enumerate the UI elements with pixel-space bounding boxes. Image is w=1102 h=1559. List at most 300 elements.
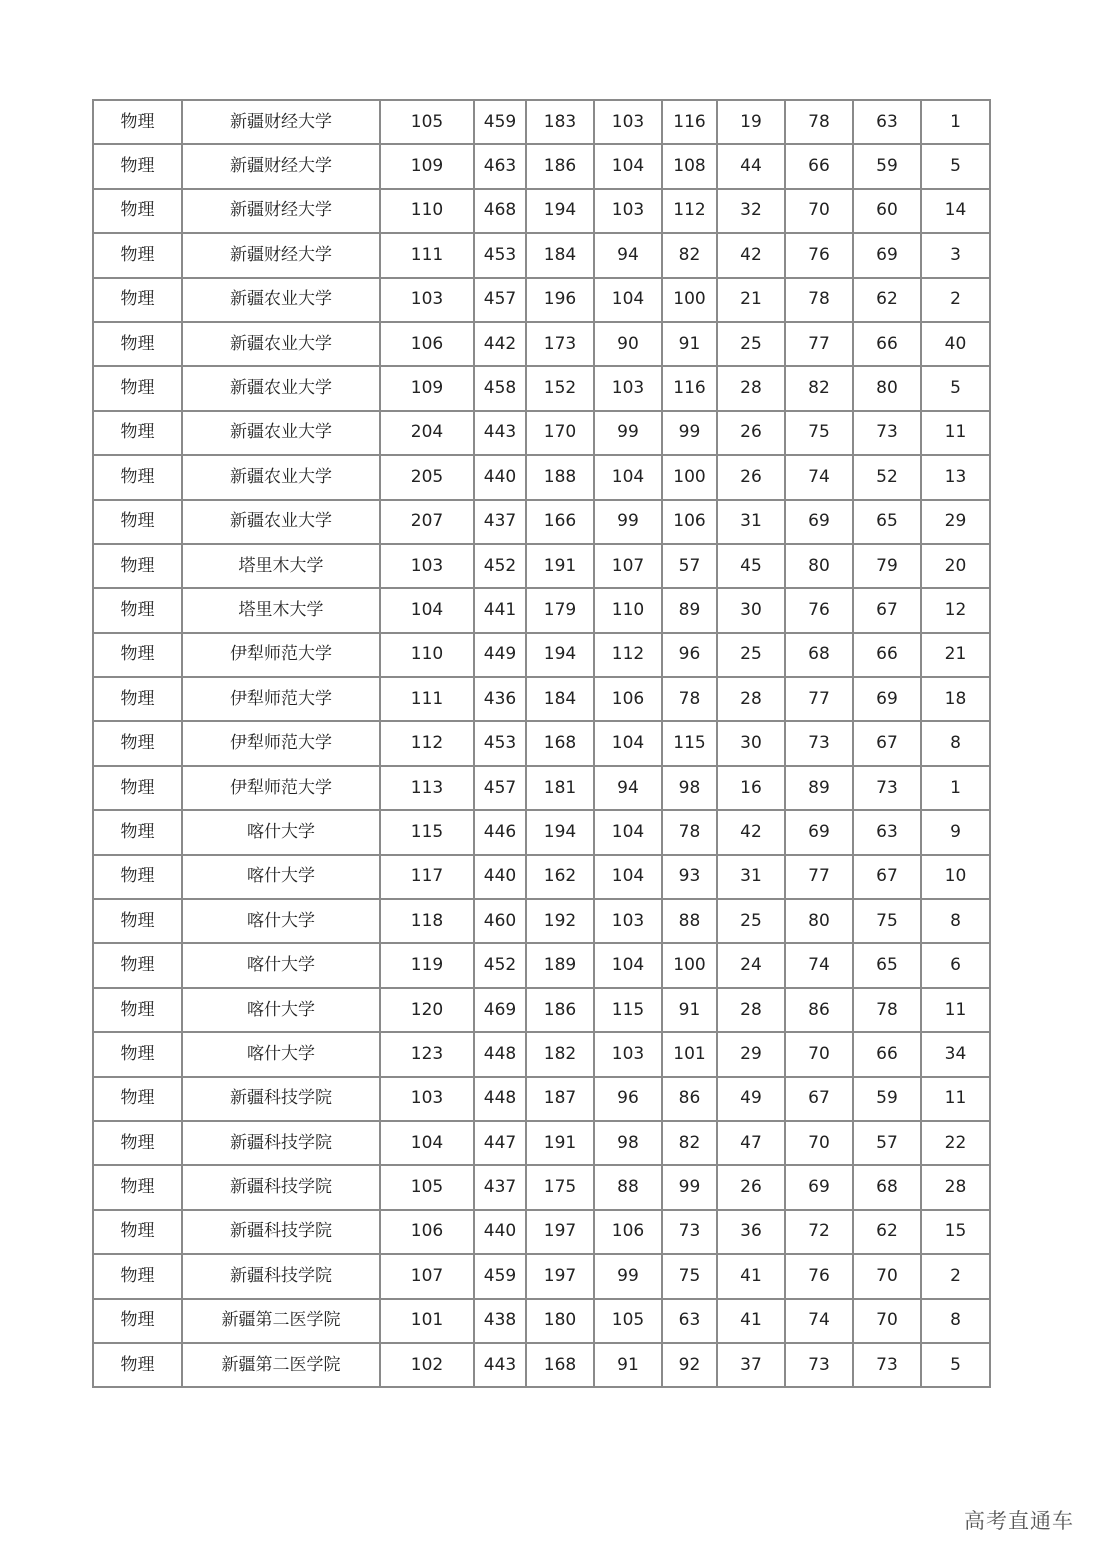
- cell-subject: 物理: [93, 810, 182, 854]
- cell-min-score: 468: [474, 189, 526, 233]
- cell-elective-3: 73: [853, 1343, 921, 1387]
- table-row: [93, 855, 990, 899]
- cell-math: 103: [594, 366, 662, 410]
- cell-elective-2: 89: [785, 766, 853, 810]
- cell-major-group: 207: [380, 500, 474, 544]
- cell-school: 伊犁师范大学: [182, 766, 380, 810]
- cell-chinese: 173: [526, 322, 594, 366]
- cell-elective-1: 37: [717, 1343, 785, 1387]
- cell-chinese: 181: [526, 766, 594, 810]
- cell-math: 115: [594, 988, 662, 1032]
- cell-elective-1: 30: [717, 588, 785, 632]
- cell-major-group: 104: [380, 588, 474, 632]
- cell-min-score: 457: [474, 278, 526, 322]
- cell-rank: 21: [921, 633, 990, 677]
- cell-min-score: 443: [474, 1343, 526, 1387]
- cell-min-score: 449: [474, 633, 526, 677]
- table-row: [93, 988, 990, 1032]
- cell-school: 新疆农业大学: [182, 411, 380, 455]
- cell-elective-1: 41: [717, 1299, 785, 1343]
- cell-subject: 物理: [93, 766, 182, 810]
- cell-elective-3: 73: [853, 766, 921, 810]
- cell-elective-2: 70: [785, 189, 853, 233]
- cell-foreign: 99: [662, 1165, 717, 1209]
- cell-elective-3: 57: [853, 1121, 921, 1165]
- cell-elective-3: 60: [853, 189, 921, 233]
- cell-elective-1: 49: [717, 1077, 785, 1121]
- cell-elective-2: 80: [785, 899, 853, 943]
- cell-chinese: 192: [526, 899, 594, 943]
- cell-major-group: 117: [380, 855, 474, 899]
- cell-foreign: 82: [662, 1121, 717, 1165]
- cell-min-score: 452: [474, 943, 526, 987]
- cell-rank: 5: [921, 144, 990, 188]
- table-row: [93, 588, 990, 632]
- table-row: [93, 1077, 990, 1121]
- cell-math: 94: [594, 233, 662, 277]
- cell-rank: 10: [921, 855, 990, 899]
- cell-chinese: 179: [526, 588, 594, 632]
- cell-elective-3: 70: [853, 1254, 921, 1298]
- cell-min-score: 438: [474, 1299, 526, 1343]
- cell-chinese: 162: [526, 855, 594, 899]
- cell-school: 新疆财经大学: [182, 189, 380, 233]
- cell-chinese: 183: [526, 100, 594, 144]
- cell-elective-2: 66: [785, 144, 853, 188]
- cell-chinese: 152: [526, 366, 594, 410]
- cell-subject: 物理: [93, 1032, 182, 1076]
- cell-elective-1: 28: [717, 677, 785, 721]
- cell-elective-1: 42: [717, 810, 785, 854]
- cell-subject: 物理: [93, 544, 182, 588]
- cell-elective-1: 26: [717, 1165, 785, 1209]
- cell-elective-1: 41: [717, 1254, 785, 1298]
- watermark-text: 高考直通车: [964, 1509, 1074, 1533]
- cell-subject: 物理: [93, 322, 182, 366]
- cell-math: 103: [594, 100, 662, 144]
- cell-elective-3: 65: [853, 943, 921, 987]
- cell-school: 新疆科技学院: [182, 1121, 380, 1165]
- cell-math: 94: [594, 766, 662, 810]
- cell-school: 塔里木大学: [182, 544, 380, 588]
- cell-foreign: 96: [662, 633, 717, 677]
- cell-chinese: 197: [526, 1254, 594, 1298]
- cell-major-group: 103: [380, 544, 474, 588]
- cell-foreign: 91: [662, 322, 717, 366]
- cell-school: 喀什大学: [182, 1032, 380, 1076]
- table-row: [93, 144, 990, 188]
- cell-math: 106: [594, 677, 662, 721]
- cell-major-group: 101: [380, 1299, 474, 1343]
- cell-foreign: 73: [662, 1210, 717, 1254]
- cell-major-group: 109: [380, 366, 474, 410]
- cell-foreign: 88: [662, 899, 717, 943]
- cell-elective-1: 25: [717, 322, 785, 366]
- cell-math: 103: [594, 899, 662, 943]
- cell-chinese: 191: [526, 544, 594, 588]
- cell-school: 新疆农业大学: [182, 500, 380, 544]
- cell-foreign: 91: [662, 988, 717, 1032]
- cell-elective-3: 67: [853, 588, 921, 632]
- cell-min-score: 463: [474, 144, 526, 188]
- cell-elective-1: 21: [717, 278, 785, 322]
- table-row: [93, 1210, 990, 1254]
- cell-elective-2: 70: [785, 1121, 853, 1165]
- cell-foreign: 116: [662, 100, 717, 144]
- cell-foreign: 100: [662, 943, 717, 987]
- cell-major-group: 115: [380, 810, 474, 854]
- cell-elective-1: 28: [717, 366, 785, 410]
- cell-subject: 物理: [93, 899, 182, 943]
- table-row: [93, 189, 990, 233]
- cell-math: 104: [594, 855, 662, 899]
- cell-school: 喀什大学: [182, 899, 380, 943]
- cell-elective-1: 44: [717, 144, 785, 188]
- cell-subject: 物理: [93, 1254, 182, 1298]
- cell-chinese: 187: [526, 1077, 594, 1121]
- cell-major-group: 103: [380, 278, 474, 322]
- cell-major-group: 105: [380, 100, 474, 144]
- cell-elective-2: 69: [785, 1165, 853, 1209]
- cell-elective-2: 86: [785, 988, 853, 1032]
- cell-elective-3: 69: [853, 233, 921, 277]
- cell-elective-2: 72: [785, 1210, 853, 1254]
- cell-major-group: 205: [380, 455, 474, 499]
- cell-rank: 14: [921, 189, 990, 233]
- cell-math: 107: [594, 544, 662, 588]
- cell-subject: 物理: [93, 233, 182, 277]
- cell-subject: 物理: [93, 1077, 182, 1121]
- cell-subject: 物理: [93, 988, 182, 1032]
- cell-school: 新疆农业大学: [182, 366, 380, 410]
- cell-school: 塔里木大学: [182, 588, 380, 632]
- table-row: [93, 1299, 990, 1343]
- cell-chinese: 180: [526, 1299, 594, 1343]
- cell-elective-2: 74: [785, 455, 853, 499]
- table-row: [93, 1165, 990, 1209]
- cell-foreign: 78: [662, 810, 717, 854]
- table-row: [93, 1032, 990, 1076]
- cell-min-score: 448: [474, 1032, 526, 1076]
- cell-subject: 物理: [93, 278, 182, 322]
- cell-subject: 物理: [93, 500, 182, 544]
- cell-min-score: 446: [474, 810, 526, 854]
- cell-major-group: 107: [380, 1254, 474, 1298]
- cell-major-group: 110: [380, 189, 474, 233]
- cell-subject: 物理: [93, 189, 182, 233]
- cell-elective-3: 68: [853, 1165, 921, 1209]
- cell-school: 伊犁师范大学: [182, 633, 380, 677]
- cell-school: 新疆农业大学: [182, 322, 380, 366]
- cell-min-score: 469: [474, 988, 526, 1032]
- table-row: [93, 721, 990, 765]
- table-row: [93, 100, 990, 144]
- cell-major-group: 104: [380, 1121, 474, 1165]
- cell-chinese: 182: [526, 1032, 594, 1076]
- cell-subject: 物理: [93, 100, 182, 144]
- cell-math: 96: [594, 1077, 662, 1121]
- cell-chinese: 196: [526, 278, 594, 322]
- cell-chinese: 186: [526, 144, 594, 188]
- cell-rank: 13: [921, 455, 990, 499]
- cell-elective-3: 62: [853, 1210, 921, 1254]
- cell-math: 98: [594, 1121, 662, 1165]
- cell-school: 新疆第二医学院: [182, 1343, 380, 1387]
- table-row: [93, 1121, 990, 1165]
- cell-rank: 12: [921, 588, 990, 632]
- cell-rank: 8: [921, 1299, 990, 1343]
- cell-elective-1: 26: [717, 411, 785, 455]
- cell-min-score: 459: [474, 1254, 526, 1298]
- cell-elective-3: 66: [853, 633, 921, 677]
- cell-school: 新疆科技学院: [182, 1077, 380, 1121]
- table-row: [93, 455, 990, 499]
- cell-elective-2: 77: [785, 855, 853, 899]
- cell-major-group: 123: [380, 1032, 474, 1076]
- cell-elective-2: 77: [785, 322, 853, 366]
- cell-rank: 3: [921, 233, 990, 277]
- cell-foreign: 99: [662, 411, 717, 455]
- cell-elective-2: 82: [785, 366, 853, 410]
- cell-elective-3: 80: [853, 366, 921, 410]
- cell-school: 喀什大学: [182, 988, 380, 1032]
- cell-math: 103: [594, 189, 662, 233]
- cell-min-score: 443: [474, 411, 526, 455]
- cell-major-group: 106: [380, 1210, 474, 1254]
- cell-elective-1: 24: [717, 943, 785, 987]
- cell-subject: 物理: [93, 411, 182, 455]
- cell-min-score: 448: [474, 1077, 526, 1121]
- cell-major-group: 111: [380, 677, 474, 721]
- cell-math: 91: [594, 1343, 662, 1387]
- cell-math: 99: [594, 411, 662, 455]
- cell-elective-2: 78: [785, 100, 853, 144]
- cell-rank: 5: [921, 366, 990, 410]
- cell-foreign: 78: [662, 677, 717, 721]
- cell-chinese: 166: [526, 500, 594, 544]
- cell-elective-2: 73: [785, 721, 853, 765]
- cell-rank: 18: [921, 677, 990, 721]
- cell-elective-3: 78: [853, 988, 921, 1032]
- cell-chinese: 168: [526, 1343, 594, 1387]
- cell-school: 新疆农业大学: [182, 455, 380, 499]
- cell-rank: 8: [921, 899, 990, 943]
- cell-math: 106: [594, 1210, 662, 1254]
- cell-elective-1: 28: [717, 988, 785, 1032]
- cell-subject: 物理: [93, 1210, 182, 1254]
- table-row: [93, 766, 990, 810]
- cell-math: 104: [594, 144, 662, 188]
- cell-rank: 8: [921, 721, 990, 765]
- cell-elective-3: 62: [853, 278, 921, 322]
- table-row: [93, 633, 990, 677]
- cell-school: 伊犁师范大学: [182, 677, 380, 721]
- cell-elective-2: 67: [785, 1077, 853, 1121]
- cell-min-score: 459: [474, 100, 526, 144]
- cell-school: 新疆科技学院: [182, 1254, 380, 1298]
- cell-min-score: 453: [474, 233, 526, 277]
- cell-school: 新疆科技学院: [182, 1165, 380, 1209]
- cell-foreign: 100: [662, 455, 717, 499]
- cell-min-score: 437: [474, 1165, 526, 1209]
- table-row: [93, 322, 990, 366]
- cell-rank: 1: [921, 766, 990, 810]
- cell-chinese: 184: [526, 233, 594, 277]
- cell-chinese: 194: [526, 810, 594, 854]
- cell-min-score: 442: [474, 322, 526, 366]
- table-row: [93, 411, 990, 455]
- cell-elective-3: 67: [853, 855, 921, 899]
- cell-school: 新疆科技学院: [182, 1210, 380, 1254]
- cell-foreign: 92: [662, 1343, 717, 1387]
- cell-major-group: 120: [380, 988, 474, 1032]
- cell-math: 104: [594, 810, 662, 854]
- cell-foreign: 93: [662, 855, 717, 899]
- cell-chinese: 186: [526, 988, 594, 1032]
- cell-major-group: 119: [380, 943, 474, 987]
- cell-elective-3: 63: [853, 100, 921, 144]
- cell-min-score: 440: [474, 1210, 526, 1254]
- cell-rank: 1: [921, 100, 990, 144]
- cell-chinese: 194: [526, 633, 594, 677]
- cell-subject: 物理: [93, 855, 182, 899]
- table-row: [93, 899, 990, 943]
- cell-min-score: 460: [474, 899, 526, 943]
- cell-rank: 2: [921, 278, 990, 322]
- cell-min-score: 452: [474, 544, 526, 588]
- cell-math: 110: [594, 588, 662, 632]
- cell-elective-3: 75: [853, 899, 921, 943]
- cell-major-group: 105: [380, 1165, 474, 1209]
- cell-elective-3: 70: [853, 1299, 921, 1343]
- cell-major-group: 112: [380, 721, 474, 765]
- cell-elective-3: 67: [853, 721, 921, 765]
- table-row: [93, 366, 990, 410]
- cell-foreign: 100: [662, 278, 717, 322]
- cell-foreign: 116: [662, 366, 717, 410]
- cell-school: 喀什大学: [182, 943, 380, 987]
- cell-major-group: 103: [380, 1077, 474, 1121]
- cell-rank: 29: [921, 500, 990, 544]
- cell-subject: 物理: [93, 943, 182, 987]
- table-row: [93, 500, 990, 544]
- table-row: [93, 544, 990, 588]
- cell-elective-1: 42: [717, 233, 785, 277]
- cell-math: 105: [594, 1299, 662, 1343]
- cell-elective-2: 78: [785, 278, 853, 322]
- cell-rank: 11: [921, 988, 990, 1032]
- cell-chinese: 191: [526, 1121, 594, 1165]
- table-row: [93, 233, 990, 277]
- table-body: [93, 100, 990, 1387]
- cell-rank: 28: [921, 1165, 990, 1209]
- cell-school: 新疆财经大学: [182, 233, 380, 277]
- table-row: [93, 677, 990, 721]
- cell-school: 新疆财经大学: [182, 144, 380, 188]
- cell-elective-1: 16: [717, 766, 785, 810]
- cell-foreign: 89: [662, 588, 717, 632]
- cell-math: 99: [594, 1254, 662, 1298]
- cell-min-score: 458: [474, 366, 526, 410]
- table-row: [93, 278, 990, 322]
- cell-elective-3: 59: [853, 1077, 921, 1121]
- cell-math: 112: [594, 633, 662, 677]
- cell-rank: 34: [921, 1032, 990, 1076]
- cell-elective-2: 74: [785, 943, 853, 987]
- cell-foreign: 75: [662, 1254, 717, 1298]
- cell-rank: 9: [921, 810, 990, 854]
- cell-subject: 物理: [93, 588, 182, 632]
- cell-major-group: 106: [380, 322, 474, 366]
- cell-major-group: 118: [380, 899, 474, 943]
- cell-elective-3: 63: [853, 810, 921, 854]
- cell-min-score: 441: [474, 588, 526, 632]
- cell-foreign: 98: [662, 766, 717, 810]
- cell-elective-1: 19: [717, 100, 785, 144]
- cell-rank: 15: [921, 1210, 990, 1254]
- cell-elective-3: 79: [853, 544, 921, 588]
- cell-chinese: 197: [526, 1210, 594, 1254]
- cell-elective-3: 65: [853, 500, 921, 544]
- cell-foreign: 57: [662, 544, 717, 588]
- cell-math: 104: [594, 455, 662, 499]
- cell-rank: 11: [921, 411, 990, 455]
- cell-chinese: 188: [526, 455, 594, 499]
- cell-rank: 22: [921, 1121, 990, 1165]
- cell-subject: 物理: [93, 1343, 182, 1387]
- cell-math: 103: [594, 1032, 662, 1076]
- cell-foreign: 115: [662, 721, 717, 765]
- cell-major-group: 110: [380, 633, 474, 677]
- cell-elective-1: 32: [717, 189, 785, 233]
- cell-foreign: 112: [662, 189, 717, 233]
- table-row: [93, 1343, 990, 1387]
- cell-rank: 40: [921, 322, 990, 366]
- cell-elective-2: 76: [785, 1254, 853, 1298]
- cell-min-score: 437: [474, 500, 526, 544]
- cell-math: 104: [594, 721, 662, 765]
- cell-elective-2: 80: [785, 544, 853, 588]
- cell-chinese: 184: [526, 677, 594, 721]
- cell-major-group: 111: [380, 233, 474, 277]
- cell-rank: 20: [921, 544, 990, 588]
- cell-min-score: 436: [474, 677, 526, 721]
- cell-subject: 物理: [93, 1121, 182, 1165]
- cell-elective-2: 73: [785, 1343, 853, 1387]
- cell-elective-3: 69: [853, 677, 921, 721]
- cell-chinese: 189: [526, 943, 594, 987]
- cell-math: 88: [594, 1165, 662, 1209]
- cell-school: 喀什大学: [182, 855, 380, 899]
- cell-chinese: 170: [526, 411, 594, 455]
- cell-elective-1: 25: [717, 899, 785, 943]
- cell-elective-2: 69: [785, 500, 853, 544]
- table-row: [93, 1254, 990, 1298]
- cell-subject: 物理: [93, 366, 182, 410]
- cell-major-group: 109: [380, 144, 474, 188]
- cell-elective-1: 45: [717, 544, 785, 588]
- cell-subject: 物理: [93, 455, 182, 499]
- cell-elective-2: 74: [785, 1299, 853, 1343]
- cell-elective-1: 47: [717, 1121, 785, 1165]
- cell-subject: 物理: [93, 1165, 182, 1209]
- cell-math: 99: [594, 500, 662, 544]
- cell-elective-1: 25: [717, 633, 785, 677]
- cell-school: 新疆第二医学院: [182, 1299, 380, 1343]
- cell-math: 104: [594, 943, 662, 987]
- cell-subject: 物理: [93, 633, 182, 677]
- cell-elective-3: 66: [853, 322, 921, 366]
